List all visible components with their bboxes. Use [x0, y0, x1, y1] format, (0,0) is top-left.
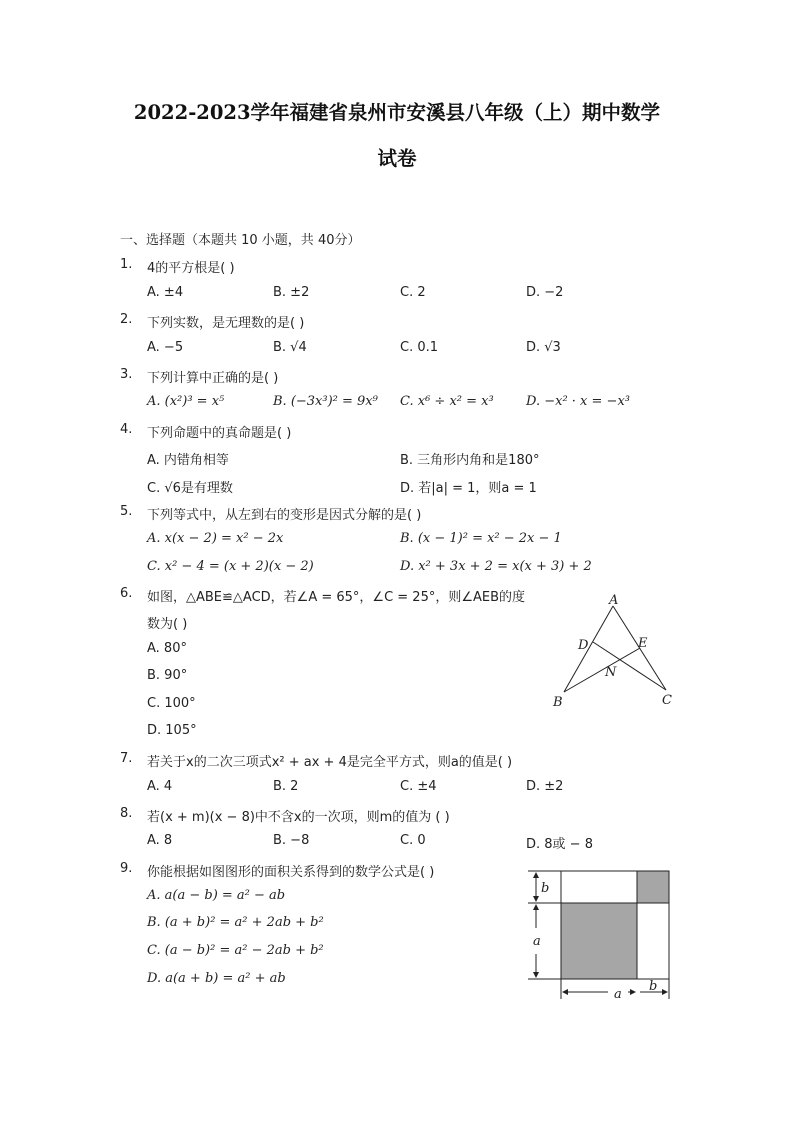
- shaded-square-small: [637, 871, 669, 903]
- option-b: B. 2: [273, 779, 299, 794]
- option-a: A. (x²)³ = x⁵: [147, 394, 225, 409]
- option-b: B. √4: [273, 340, 307, 355]
- question-number: 3.: [120, 367, 133, 382]
- option-b: B. (a + b)² = a² + 2ab + b²: [147, 915, 324, 930]
- option-a: A. 8: [147, 833, 173, 848]
- segment-be: [564, 648, 640, 692]
- option-c: C. x² − 4 = (x + 2)(x − 2): [147, 559, 314, 574]
- label-a-bottom: a: [614, 987, 622, 1002]
- question-stem: 4的平方根是( ): [147, 261, 235, 276]
- option-d: D. −2: [526, 285, 564, 300]
- option-d: D. ±2: [526, 779, 564, 794]
- option-d: D. 若|a| = 1，则a = 1: [400, 481, 537, 496]
- option-a: A. x(x − 2) = x² − 2x: [147, 531, 284, 546]
- option-d: D. 8或 − 8: [526, 837, 593, 852]
- option-b: B. 三角形内角和是180°: [400, 453, 540, 468]
- label-b-bottom: b: [649, 979, 658, 994]
- question-stem: 如图，△ABE≌△ACD，若∠A = 65°，∠C = 25°，则∠AEB的度: [147, 590, 526, 605]
- question-stem: 若(x + m)(x − 8)中不含x的一次项，则m的值为 ( ): [147, 810, 450, 825]
- option-c: C. 2: [400, 285, 426, 300]
- option-c: C. √6是有理数: [147, 481, 233, 496]
- question-number: 5.: [120, 504, 133, 519]
- question-stem: 下列等式中，从左到右的变形是因式分解的是( ): [147, 508, 422, 523]
- label-b: B: [553, 695, 563, 710]
- option-d: D. 105°: [147, 723, 197, 738]
- question-number: 1.: [120, 257, 133, 272]
- option-a: A. 80°: [147, 641, 187, 656]
- question-number: 9.: [120, 861, 133, 876]
- triangle-figure: [548, 592, 678, 712]
- label-c: C: [662, 693, 672, 708]
- option-d: D. x² + 3x + 2 = x(x + 3) + 2: [400, 559, 592, 574]
- question-stem-continued: 数为( ): [147, 617, 188, 632]
- option-c: C. 0.1: [400, 340, 439, 355]
- question-number: 6.: [120, 586, 133, 601]
- option-d: D. a(a + b) = a² + ab: [147, 971, 286, 986]
- area-square-figure: [518, 864, 678, 1009]
- question-stem: 若关于x的二次三项式x² + ax + 4是完全平方式，则a的值是( ): [147, 755, 513, 770]
- option-c: C. 100°: [147, 696, 196, 711]
- label-b-left: b: [541, 881, 550, 896]
- label-a-left: a: [533, 934, 541, 949]
- option-c: C. (a − b)² = a² − 2ab + b²: [147, 943, 324, 958]
- question-number: 8.: [120, 806, 133, 821]
- option-b: B. (x − 1)² = x² − 2x − 1: [400, 531, 562, 546]
- question-stem: 下列命题中的真命题是( ): [147, 426, 292, 441]
- question-number: 7.: [120, 751, 133, 766]
- option-c: C. ±4: [400, 779, 437, 794]
- label-n: N: [605, 665, 617, 680]
- option-b: B. 90°: [147, 668, 188, 683]
- section-heading-choice: 一、选择题（本题共 10 小题，共 40分）: [120, 233, 361, 248]
- label-d: D: [578, 638, 589, 653]
- option-a: A. −5: [147, 340, 184, 355]
- option-c: C. x⁶ ÷ x² = x³: [400, 394, 494, 409]
- option-a: A. a(a − b) = a² − ab: [147, 888, 286, 903]
- option-b: B. −8: [273, 833, 310, 848]
- question-number: 4.: [120, 422, 133, 437]
- option-a: A. 4: [147, 779, 173, 794]
- question-stem: 下列实数，是无理数的是( ): [147, 316, 305, 331]
- segment-cd: [593, 642, 666, 690]
- option-b: B. ±2: [273, 285, 310, 300]
- shaded-square-large: [561, 903, 637, 979]
- option-a: A. 内错角相等: [147, 453, 229, 468]
- question-stem: 你能根据如图图形的面积关系得到的数学公式是( ): [147, 865, 435, 880]
- question-stem: 下列计算中正确的是( ): [147, 371, 279, 386]
- option-d: D. −x² · x = −x³: [526, 394, 630, 409]
- option-b: B. (−3x³)² = 9x⁹: [273, 394, 378, 409]
- option-d: D. √3: [526, 340, 561, 355]
- document-title-line1: 2022-2023学年福建省泉州市安溪县八年级（上）期中数学: [133, 101, 661, 124]
- document-title-line2: 试卷: [377, 147, 417, 170]
- label-a: A: [609, 593, 619, 608]
- question-number: 2.: [120, 312, 133, 327]
- option-a: A. ±4: [147, 285, 184, 300]
- option-c: C. 0: [400, 833, 426, 848]
- label-e: E: [638, 636, 648, 651]
